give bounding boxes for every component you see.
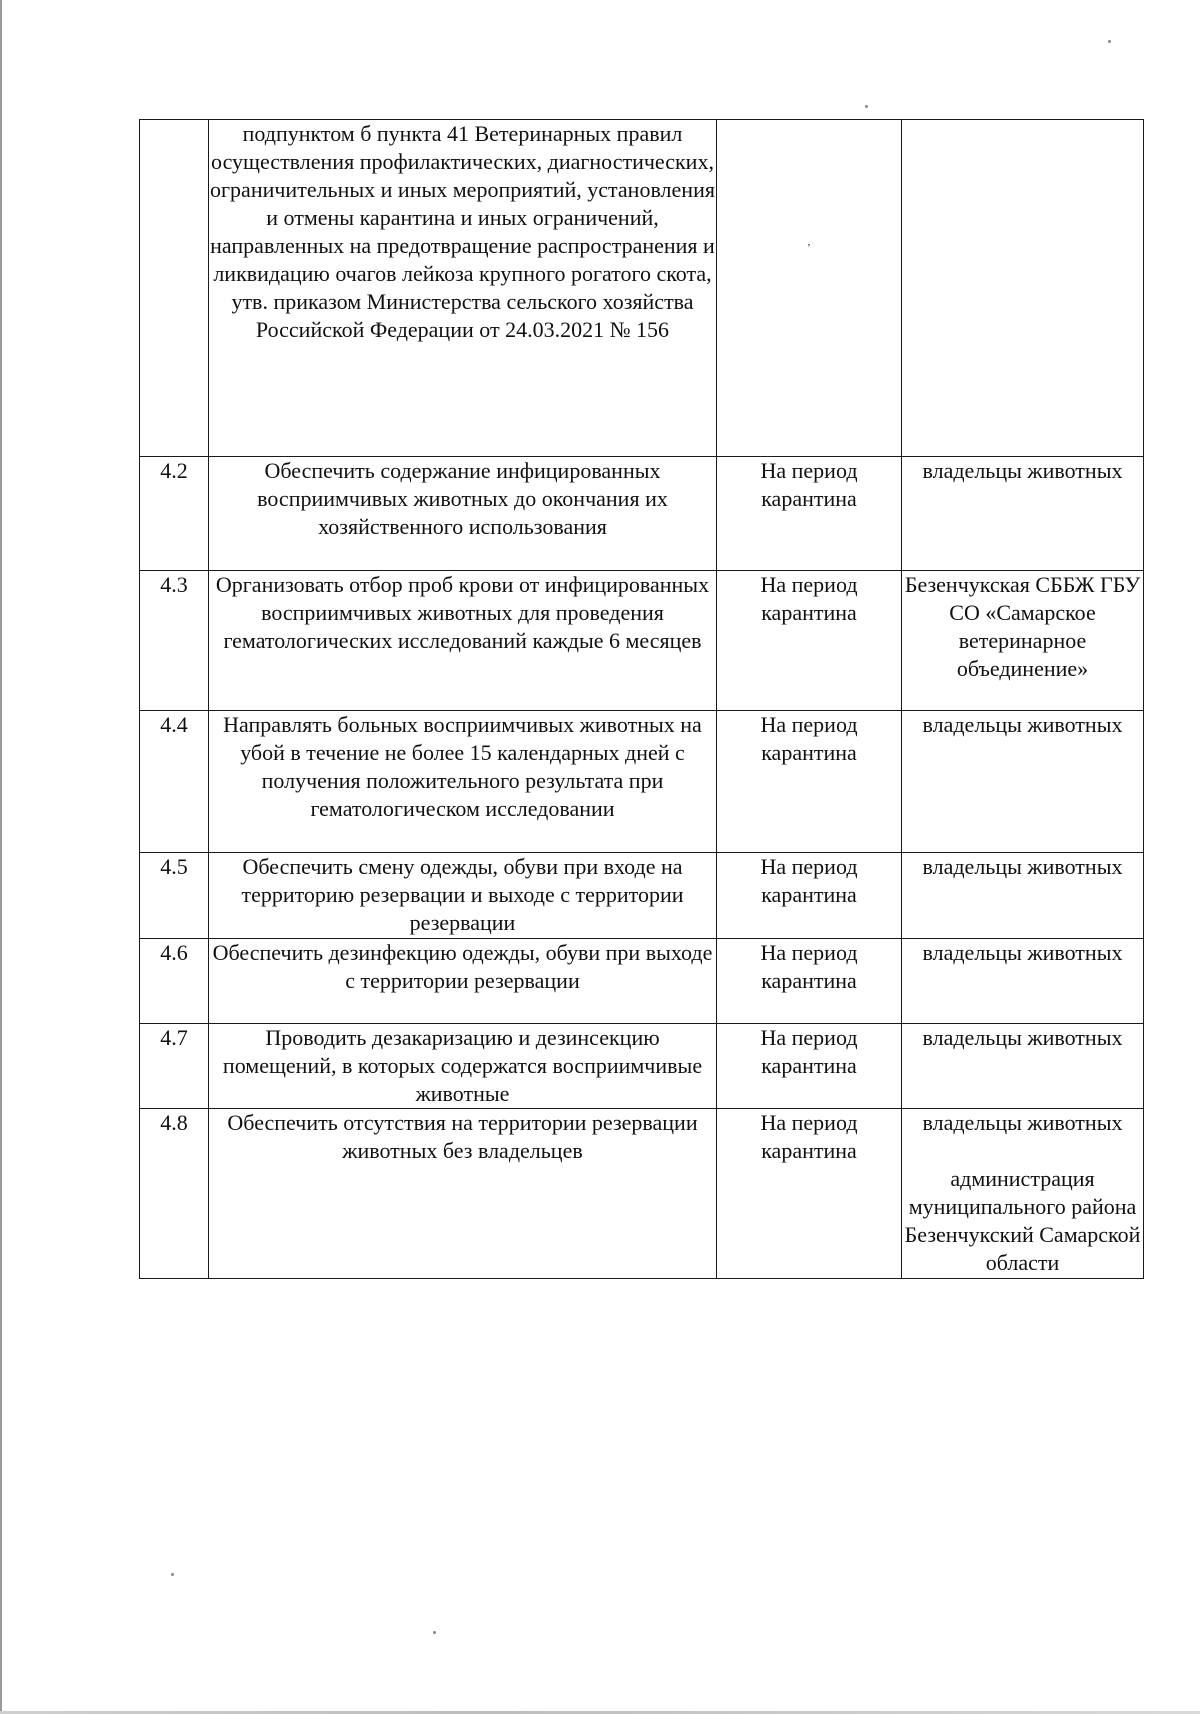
table-row — [140, 1024, 1144, 1109]
measures-table — [139, 119, 1144, 1279]
responsible-gap — [902, 1137, 1143, 1165]
row-action: Обеспечить смену одежды, обуви при входе на территорию резервации и выходе с территории резервации — [209, 853, 717, 939]
row-action: Обеспечить отсутствия на территории резервации животных без владельцев — [209, 1109, 717, 1279]
scan-speck — [433, 1631, 436, 1634]
row-responsible: владельцы животных — [902, 457, 1144, 571]
row-number — [140, 120, 209, 457]
scan-speck — [865, 105, 868, 108]
row-term: На период карантина — [717, 457, 902, 571]
row-number: 4.7 — [140, 1024, 209, 1109]
table-row — [140, 457, 1144, 571]
scan-mark: , — [807, 237, 811, 248]
row-number: 4.4 — [140, 711, 209, 853]
row-action: Обеспечить содержание инфицированных восприимчивых животных до окончания их хозяйственного использования — [209, 457, 717, 571]
row-action: Проводить дезакаризацию и дезинсекцию помещений, в которых содержатся восприимчивые животные — [209, 1024, 717, 1109]
row-responsible: Безенчукская СББЖ ГБУ СО «Самарское ветеринарное объединение» — [902, 571, 1144, 711]
row-number: 4.8 — [140, 1109, 209, 1279]
page-left-edge — [0, 0, 2, 1714]
table-row — [140, 120, 1144, 457]
row-responsible: владельцы животных — [902, 711, 1144, 853]
row-responsible — [902, 120, 1144, 457]
row-term: На период карантина — [717, 853, 902, 939]
table-row — [140, 939, 1144, 1024]
row-number: 4.3 — [140, 571, 209, 711]
row-action: Организовать отбор проб крови от инфицированных восприимчивых животных для проведения гематологических исследований каждые 6 месяцев — [209, 571, 717, 711]
row-responsible: владельцы животных — [902, 939, 1144, 1024]
table-row — [140, 853, 1144, 939]
scan-speck — [1108, 40, 1111, 43]
row-number: 4.5 — [140, 853, 209, 939]
table-row — [140, 1109, 1144, 1279]
row-action: Направлять больных восприимчивых животных на убой в течение не более 15 календарных дней с получения положительного результата при гематологическом исследовании — [209, 711, 717, 853]
row-number: 4.2 — [140, 457, 209, 571]
scan-speck — [171, 1573, 174, 1576]
table-row — [140, 711, 1144, 853]
row-term: На период карантина — [717, 711, 902, 853]
row-term: На период карантина — [717, 571, 902, 711]
row-responsible: владельцы животных — [902, 853, 1144, 939]
row-number: 4.6 — [140, 939, 209, 1024]
responsible-administration: администрация муниципального района Безенчукский Самарской области — [904, 1166, 1141, 1275]
row-term: На период карантина — [717, 939, 902, 1024]
row-term — [717, 120, 902, 457]
row-responsible: владельцы животных — [902, 1024, 1144, 1109]
row-action: Обеспечить дезинфекцию одежды, обуви при выходе с территории резервации — [209, 939, 717, 1024]
responsible-owners: владельцы животных — [922, 1110, 1123, 1135]
row-term: На период карантина — [717, 1109, 902, 1279]
row-action: подпунктом б пункта 41 Ветеринарных правил осуществления профилактических, диагностических, ограничительных и иных мероприятий, установления и отмены карантина и иных ограничений, направленных на предотвращение распространения и ликвидацию очагов лейкоза крупного рогатого скота, утв. приказом Министерства сельского хозяйства Российской Федерации от 24.03.2021 № 156 — [209, 120, 717, 457]
row-term: На период карантина — [717, 1024, 902, 1109]
row-responsible — [902, 1109, 1144, 1279]
table-row — [140, 571, 1144, 711]
